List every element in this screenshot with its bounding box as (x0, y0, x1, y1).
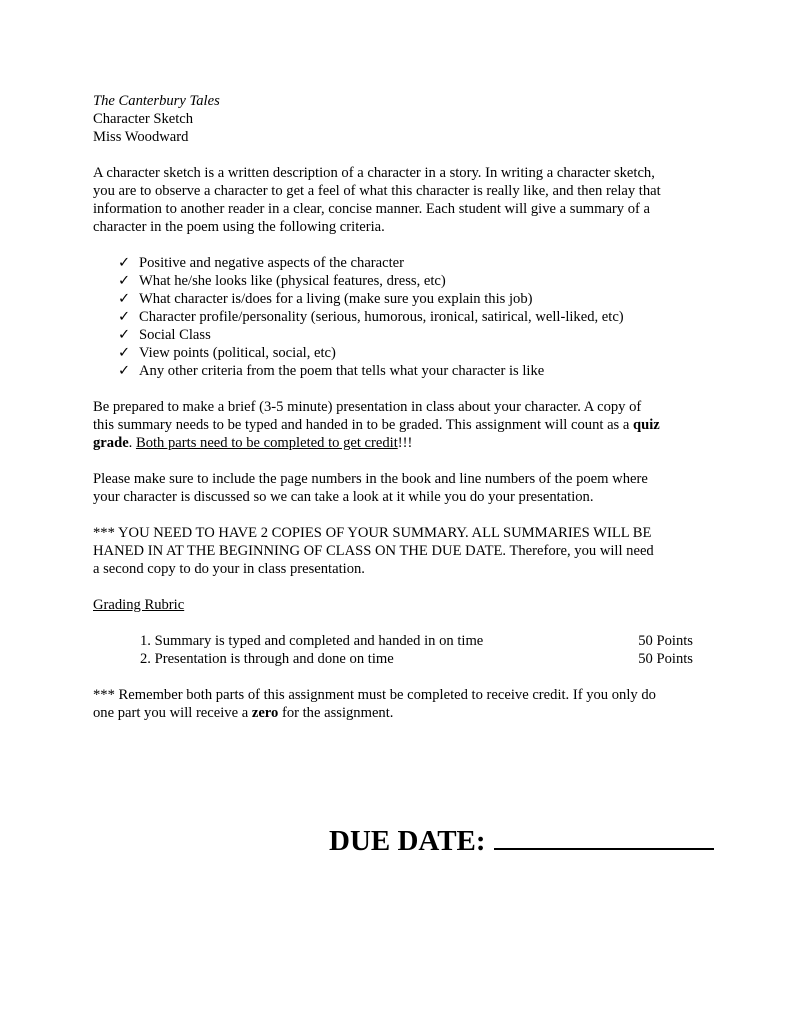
rubric-row (140, 650, 693, 668)
page-numbers-line: Please make sure to include the page numbers in the book and line numbers of the poem where (93, 471, 648, 487)
criteria-item: ✓ What character is/does for a living (make sure you explain this job) (118, 291, 533, 307)
rubric-table (93, 632, 693, 668)
presentation-line: Be prepared to make a brief (3-5 minute) presentation in class about your character. A copy of (93, 399, 642, 415)
intro-line: A character sketch is a written description of a character in a story. In writing a character sketch, (93, 165, 655, 181)
quiz-bold-text: quiz (633, 417, 660, 433)
rubric-points: 50 Points (638, 651, 693, 667)
rubric-item: 1. Summary is typed and completed and handed in on time (140, 633, 484, 649)
document-body (93, 92, 703, 722)
intro-paragraph (93, 164, 703, 236)
due-date-line (329, 822, 714, 859)
document-title: The Canterbury Tales (93, 93, 220, 109)
criteria-list (93, 254, 703, 380)
reminder-paragraph (93, 686, 703, 722)
checkmark-icon: ✓ (118, 345, 131, 361)
reminder-line: one part you will receive a zero for the assignment. (93, 705, 394, 721)
credit-underlined-text: Both parts need to be completed to get credit (135, 435, 398, 451)
presentation-line: this summary needs to be typed and handed in to be graded. This assignment will count as a quiz (93, 417, 660, 433)
copies-notice-line: a second copy to do your in class presentation. (93, 561, 365, 577)
due-date-label: DUE DATE: (329, 825, 486, 857)
page-numbers-line: your character is discussed so we can take a look at it while you do your presentation. (93, 489, 594, 505)
criteria-item: ✓ Character profile/personality (serious, humorous, ironical, satirical, well-liked, etc) (118, 309, 624, 325)
criteria-item: ✓ Any other criteria from the poem that tells what your character is like (118, 363, 545, 379)
copies-notice-line: *** YOU NEED TO HAVE 2 COPIES OF YOUR SUMMARY. ALL SUMMARIES WILL BE (93, 525, 652, 541)
criteria-item: ✓ Social Class (118, 327, 211, 343)
copies-notice-paragraph (93, 524, 703, 578)
teacher-name: Miss Woodward (93, 129, 189, 145)
copies-notice-line: HANED IN AT THE BEGINNING OF CLASS ON THE DUE DATE. Therefore, you will need (93, 543, 654, 559)
rubric-heading: Grading Rubric (93, 597, 185, 613)
rubric-item: 2. Presentation is through and done on time (140, 651, 394, 667)
rubric-row (140, 632, 693, 650)
presentation-line: grade. Both parts need to be completed to get credit!!! (93, 435, 413, 451)
checkmark-icon: ✓ (118, 327, 131, 343)
checkmark-icon: ✓ (118, 255, 131, 271)
checkmark-icon: ✓ (118, 273, 131, 289)
criteria-item: ✓ What he/she looks like (physical features, dress, etc) (118, 273, 446, 289)
document-subtitle: Character Sketch (93, 111, 194, 127)
criteria-item: ✓ Positive and negative aspects of the character (118, 255, 405, 271)
checkmark-icon: ✓ (118, 309, 131, 325)
checkmark-icon: ✓ (118, 363, 131, 379)
rubric-points: 50 Points (638, 633, 693, 649)
criteria-item: ✓ View points (political, social, etc) (118, 345, 336, 361)
intro-line: information to another reader in a clear, concise manner. Each student will give a summary of a (93, 201, 651, 217)
intro-line: you are to observe a character to get a feel of what this character is really like, and then relay that (93, 183, 661, 199)
intro-line: character in the poem using the following criteria. (93, 219, 385, 235)
grade-bold-text: grade (93, 435, 129, 451)
header-block (93, 92, 703, 146)
zero-bold-text: zero (251, 705, 279, 721)
due-date-blank (494, 822, 714, 850)
reminder-line: *** Remember both parts of this assignment must be completed to receive credit. If you only do (93, 687, 656, 703)
presentation-paragraph (93, 398, 703, 452)
checkmark-icon: ✓ (118, 291, 131, 307)
page-numbers-paragraph (93, 470, 703, 506)
